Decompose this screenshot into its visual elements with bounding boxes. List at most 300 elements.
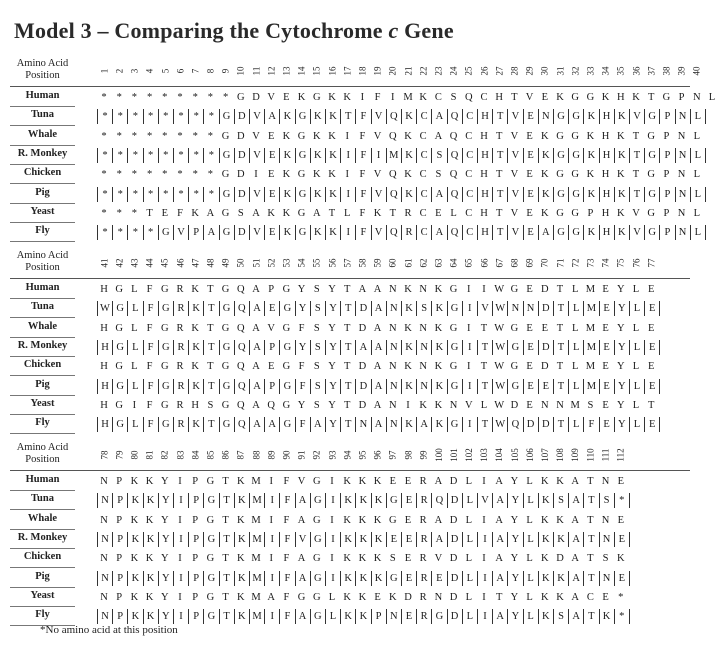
residue-cell: G bbox=[644, 109, 659, 124]
header-divider bbox=[10, 470, 690, 471]
species-divider bbox=[10, 298, 75, 299]
residue-cell: A bbox=[571, 514, 579, 526]
residue-cell: L bbox=[632, 399, 640, 411]
residue-cell: G bbox=[203, 609, 218, 624]
residue-cell: N bbox=[599, 532, 614, 547]
residue-cell: N bbox=[507, 301, 522, 316]
residue-cell: K bbox=[617, 553, 625, 565]
position-number: 12 bbox=[266, 66, 277, 76]
residue-cell: I bbox=[173, 493, 188, 508]
residue-cell: L bbox=[632, 361, 640, 373]
residue-cell: T bbox=[556, 284, 564, 295]
position-number: 1 bbox=[99, 68, 109, 74]
residue-cell: A bbox=[495, 476, 503, 487]
residue-cell: W bbox=[494, 361, 505, 373]
residue-cell: Y bbox=[510, 553, 519, 565]
residue-cell: T bbox=[343, 322, 351, 334]
residue-cell: P bbox=[192, 591, 199, 603]
residue-cell: A bbox=[297, 553, 306, 565]
residue-cell: E bbox=[404, 476, 412, 487]
residue-cell: G bbox=[279, 417, 294, 432]
species-label: Human bbox=[25, 474, 60, 485]
position-number: 44 bbox=[144, 258, 155, 268]
residue-cell: K bbox=[237, 591, 245, 603]
residue-cell: K bbox=[401, 379, 416, 394]
residue-cell: S bbox=[313, 284, 320, 295]
residue-cell: D bbox=[510, 399, 519, 411]
residue-cell: M bbox=[585, 284, 596, 295]
residue-cell: K bbox=[145, 514, 154, 526]
residue-cell: * bbox=[131, 130, 138, 142]
residue-cell: N bbox=[434, 591, 443, 603]
residue-cell: L bbox=[131, 361, 138, 373]
residue-cell: * bbox=[101, 169, 107, 181]
residue-cell: L bbox=[480, 399, 488, 411]
residue-cell: I bbox=[482, 284, 486, 295]
residue-cell: W bbox=[492, 340, 507, 355]
residue-cell: C bbox=[465, 169, 473, 181]
species-divider bbox=[10, 106, 75, 107]
residue-cell: N bbox=[449, 399, 458, 411]
species-label: Tuna bbox=[31, 109, 54, 121]
residue-cell: L bbox=[526, 476, 533, 487]
residue-cell: W bbox=[494, 399, 505, 411]
position-header-label bbox=[10, 442, 75, 466]
residue-cell: * bbox=[146, 92, 153, 103]
residue-cell: V bbox=[267, 322, 275, 334]
residue-cell: D bbox=[237, 130, 245, 142]
residue-cell: K bbox=[143, 609, 158, 624]
residue-cell: V bbox=[249, 109, 264, 124]
residue-cell: R bbox=[173, 301, 188, 316]
residue-cell: L bbox=[465, 553, 472, 565]
residue-cell: S bbox=[431, 148, 446, 163]
species-label: Chicken bbox=[23, 167, 62, 179]
residue-cell: G bbox=[237, 92, 245, 103]
residue-cell: Q bbox=[267, 399, 275, 411]
residue-cell: E bbox=[523, 187, 538, 202]
residue-cell: A bbox=[313, 207, 321, 219]
residue-cell: K bbox=[237, 476, 245, 487]
residue-cell: I bbox=[345, 169, 349, 181]
residue-cell: G bbox=[158, 301, 173, 316]
residue-cell: I bbox=[264, 532, 279, 547]
residue-cell: P bbox=[371, 609, 386, 624]
residue-cell: E bbox=[614, 571, 630, 586]
residue-cell: R bbox=[176, 284, 184, 295]
residue-cell: L bbox=[629, 301, 644, 316]
residue-cell: K bbox=[355, 609, 370, 624]
residue-cell: I bbox=[330, 553, 334, 565]
header-label-line2: Position bbox=[25, 454, 60, 465]
residue-cell: Y bbox=[328, 361, 336, 373]
residue-cell: K bbox=[541, 169, 549, 181]
residue-cell: L bbox=[462, 532, 477, 547]
residue-cell: F bbox=[583, 417, 598, 432]
residue-cell: K bbox=[401, 187, 416, 202]
residue-cell: N bbox=[419, 322, 427, 334]
residue-cell: N bbox=[419, 361, 427, 373]
residue-cell: T bbox=[553, 301, 568, 316]
residue-cell: T bbox=[587, 553, 594, 565]
species-label: Pig bbox=[35, 186, 50, 198]
residue-cell: P bbox=[663, 207, 670, 219]
position-number: 111 bbox=[600, 448, 611, 462]
position-number: 99 bbox=[418, 450, 429, 460]
residue-cell: * bbox=[143, 109, 158, 124]
residue-cell: G bbox=[282, 322, 291, 334]
residue-cell: S bbox=[450, 92, 457, 103]
residue-cell: D bbox=[449, 514, 458, 526]
residue-cell: G bbox=[221, 130, 230, 142]
residue-cell: I bbox=[340, 148, 355, 163]
residue-cell: E bbox=[401, 532, 416, 547]
position-number: 36 bbox=[631, 66, 641, 76]
residue-cell: * bbox=[116, 169, 122, 181]
species-divider bbox=[10, 164, 75, 165]
residue-cell: K bbox=[130, 553, 139, 565]
species-label: Pig bbox=[35, 570, 50, 582]
residue-cell: C bbox=[465, 207, 473, 219]
residue-cell: K bbox=[343, 476, 351, 487]
residue-cell: L bbox=[462, 571, 477, 586]
residue-cell: L bbox=[465, 476, 472, 487]
residue-cell: S bbox=[553, 609, 568, 624]
residue-cell: * bbox=[101, 92, 107, 103]
residue-cell: I bbox=[325, 571, 340, 586]
residue-cell: K bbox=[325, 225, 340, 240]
residue-cell: * bbox=[131, 169, 138, 181]
residue-cell: A bbox=[492, 571, 507, 586]
residue-cell: T bbox=[203, 340, 218, 355]
residue-cell: P bbox=[112, 532, 127, 547]
position-number: 6 bbox=[175, 68, 185, 74]
residue-cell: K bbox=[371, 493, 386, 508]
residue-cell: P bbox=[192, 476, 199, 487]
residue-cell: E bbox=[599, 340, 614, 355]
residue-cell: C bbox=[480, 92, 488, 103]
residue-cell: T bbox=[492, 187, 507, 202]
title-italic: c bbox=[388, 18, 399, 43]
residue-cell: * bbox=[173, 109, 188, 124]
residue-cell: * bbox=[207, 92, 214, 103]
residue-cell: P bbox=[659, 225, 674, 240]
residue-cell: A bbox=[571, 553, 579, 565]
residue-cell: * bbox=[127, 187, 142, 202]
residue-cell: A bbox=[358, 284, 367, 295]
residue-cell: K bbox=[583, 148, 598, 163]
residue-cell: R bbox=[173, 379, 188, 394]
residue-cell: I bbox=[482, 476, 486, 487]
residue-cell: G bbox=[158, 340, 173, 355]
residue-cell: * bbox=[97, 225, 112, 240]
residue-cell: D bbox=[447, 609, 462, 624]
residue-cell: A bbox=[297, 514, 306, 526]
species-label: Pig bbox=[35, 378, 50, 390]
species-label: Fly bbox=[35, 417, 50, 429]
residue-cell: I bbox=[330, 476, 334, 487]
residue-cell: I bbox=[178, 553, 182, 565]
residue-cell: Q bbox=[237, 284, 245, 295]
position-number: 77 bbox=[646, 258, 657, 268]
residue-cell: D bbox=[234, 148, 249, 163]
residue-cell: K bbox=[340, 532, 355, 547]
residue-cell: T bbox=[146, 207, 153, 219]
residue-cell: K bbox=[234, 532, 249, 547]
position-number: 108 bbox=[555, 448, 565, 462]
species-divider bbox=[10, 433, 75, 434]
residue-cell: K bbox=[541, 553, 549, 565]
residue-cell: E bbox=[538, 379, 553, 394]
residue-cell: K bbox=[343, 92, 351, 103]
residue-cell: R bbox=[416, 532, 431, 547]
residue-cell: * bbox=[207, 169, 214, 181]
residue-cell: K bbox=[632, 92, 640, 103]
position-number: 35 bbox=[615, 66, 626, 76]
species-label: Yeast bbox=[30, 205, 55, 217]
residue-cell: E bbox=[264, 187, 279, 202]
residue-cell: H bbox=[477, 148, 492, 163]
residue-cell: G bbox=[115, 399, 123, 411]
residue-cell: C bbox=[462, 187, 477, 202]
residue-cell: N bbox=[599, 571, 614, 586]
residue-cell: D bbox=[234, 187, 249, 202]
residue-cell: G bbox=[449, 361, 458, 373]
residue-cell: T bbox=[553, 340, 568, 355]
residue-cell: P bbox=[264, 340, 279, 355]
header-divider bbox=[10, 86, 690, 87]
residue-cell: P bbox=[192, 514, 199, 526]
residue-cell: K bbox=[282, 130, 291, 142]
residue-cell: G bbox=[553, 148, 568, 163]
residue-cell: K bbox=[145, 591, 154, 603]
residue-cell: Y bbox=[507, 532, 522, 547]
residue-cell: Q bbox=[234, 379, 249, 394]
residue-cell: G bbox=[203, 532, 218, 547]
residue-cell: Y bbox=[161, 591, 169, 603]
residue-cell: L bbox=[127, 340, 142, 355]
residue-cell: C bbox=[586, 591, 594, 603]
header-label-line2: Position bbox=[25, 70, 60, 81]
residue-cell: Y bbox=[161, 514, 169, 526]
residue-cell: P bbox=[663, 130, 670, 142]
residue-cell: Q bbox=[237, 399, 245, 411]
position-number: 75 bbox=[615, 258, 626, 268]
residue-cell: P bbox=[116, 514, 123, 526]
residue-cell: P bbox=[188, 532, 203, 547]
residue-cell: A bbox=[373, 284, 382, 295]
residue-cell: E bbox=[602, 361, 609, 373]
residue-cell: N bbox=[556, 399, 564, 411]
residue-cell: K bbox=[538, 609, 553, 624]
residue-cell: P bbox=[659, 187, 674, 202]
residue-cell: G bbox=[219, 417, 234, 432]
residue-cell: I bbox=[264, 493, 279, 508]
residue-cell: E bbox=[526, 399, 533, 411]
residue-cell: T bbox=[647, 92, 655, 103]
residue-cell: K bbox=[389, 591, 397, 603]
residue-cell: E bbox=[644, 340, 660, 355]
residue-cell: M bbox=[585, 322, 596, 334]
residue-cell: N bbox=[677, 130, 686, 142]
residue-cell: I bbox=[477, 609, 492, 624]
residue-cell: D bbox=[447, 532, 462, 547]
residue-cell: I bbox=[340, 187, 355, 202]
residue-cell: G bbox=[161, 284, 169, 295]
residue-cell: L bbox=[131, 322, 138, 334]
residue-cell: I bbox=[482, 591, 486, 603]
residue-cell: K bbox=[614, 109, 629, 124]
residue-cell: K bbox=[556, 514, 564, 526]
residue-cell: G bbox=[219, 340, 234, 355]
position-number: 78 bbox=[99, 450, 109, 460]
residue-cell: C bbox=[416, 187, 431, 202]
species-divider bbox=[10, 317, 75, 318]
residue-cell: K bbox=[188, 340, 203, 355]
residue-cell: L bbox=[632, 284, 640, 295]
position-number: 83 bbox=[175, 450, 185, 460]
species-divider bbox=[10, 375, 75, 376]
species-label: Whale bbox=[27, 512, 58, 524]
residue-cell: F bbox=[146, 284, 153, 295]
residue-cell: G bbox=[161, 322, 169, 334]
residue-cell: K bbox=[617, 169, 625, 181]
residue-cell: K bbox=[355, 571, 370, 586]
residue-cell: H bbox=[100, 361, 108, 373]
residue-cell: * bbox=[101, 207, 107, 219]
position-number: 58 bbox=[357, 258, 368, 268]
residue-cell: G bbox=[161, 361, 169, 373]
species-divider bbox=[10, 587, 75, 588]
residue-cell: K bbox=[541, 130, 549, 142]
residue-cell: L bbox=[629, 340, 644, 355]
residue-cell: K bbox=[401, 109, 416, 124]
residue-cell: V bbox=[525, 92, 534, 103]
position-number: 53 bbox=[281, 258, 292, 268]
residue-cell: K bbox=[614, 187, 629, 202]
residue-cell: L bbox=[690, 225, 706, 240]
residue-cell: * bbox=[101, 130, 107, 142]
residue-cell: K bbox=[404, 322, 412, 334]
residue-cell: G bbox=[295, 187, 310, 202]
residue-cell: D bbox=[447, 493, 462, 508]
residue-cell: E bbox=[526, 169, 533, 181]
residue-cell: L bbox=[571, 322, 579, 334]
residue-cell: T bbox=[556, 361, 564, 373]
position-number: 41 bbox=[99, 258, 109, 268]
residue-cell: P bbox=[663, 169, 670, 181]
residue-cell: P bbox=[587, 207, 594, 219]
residue-cell: N bbox=[100, 553, 108, 565]
residue-cell: Q bbox=[234, 301, 249, 316]
residue-cell: T bbox=[583, 532, 598, 547]
residue-cell: Y bbox=[614, 417, 629, 432]
residue-cell: K bbox=[127, 571, 142, 586]
residue-cell: I bbox=[462, 340, 477, 355]
residue-cell: K bbox=[127, 493, 142, 508]
residue-cell: I bbox=[269, 514, 273, 526]
residue-cell: E bbox=[523, 340, 538, 355]
residue-cell: I bbox=[462, 301, 477, 316]
residue-cell: R bbox=[416, 609, 431, 624]
residue-cell: F bbox=[355, 225, 370, 240]
residue-cell: K bbox=[355, 493, 370, 508]
position-number: 16 bbox=[327, 66, 337, 76]
residue-cell: K bbox=[313, 130, 321, 142]
residue-cell: H bbox=[601, 130, 610, 142]
species-label: Fly bbox=[35, 609, 50, 621]
residue-cell: N bbox=[523, 301, 538, 316]
residue-cell: * bbox=[162, 169, 168, 181]
residue-cell: V bbox=[632, 207, 640, 219]
residue-cell: * bbox=[177, 169, 183, 181]
residue-cell: H bbox=[599, 109, 614, 124]
residue-cell: T bbox=[219, 609, 234, 624]
residue-cell: N bbox=[389, 322, 397, 334]
residue-cell: V bbox=[629, 109, 644, 124]
residue-cell: M bbox=[585, 361, 596, 373]
residue-cell: K bbox=[431, 379, 446, 394]
residue-cell: G bbox=[644, 148, 659, 163]
residue-cell: R bbox=[401, 225, 416, 240]
residue-cell: K bbox=[130, 514, 139, 526]
position-number: 68 bbox=[509, 258, 520, 268]
residue-cell: K bbox=[358, 553, 367, 565]
residue-cell: * bbox=[614, 493, 630, 508]
species-divider bbox=[10, 356, 75, 357]
residue-cell: K bbox=[431, 340, 446, 355]
residue-cell: L bbox=[708, 92, 716, 103]
residue-cell: A bbox=[295, 493, 310, 508]
residue-cell: S bbox=[587, 399, 594, 411]
residue-cell: I bbox=[391, 92, 395, 103]
residue-cell: K bbox=[538, 148, 553, 163]
residue-cell: R bbox=[176, 322, 184, 334]
residue-cell: E bbox=[431, 571, 446, 586]
residue-cell: K bbox=[553, 571, 568, 586]
residue-cell: N bbox=[97, 609, 112, 624]
residue-cell: C bbox=[465, 130, 473, 142]
residue-cell: I bbox=[173, 609, 188, 624]
residue-cell: I bbox=[173, 571, 188, 586]
residue-cell: V bbox=[252, 130, 260, 142]
residue-cell: Q bbox=[449, 169, 458, 181]
residue-cell: G bbox=[556, 169, 564, 181]
residue-cell: P bbox=[116, 476, 123, 487]
position-number: 107 bbox=[539, 448, 550, 462]
residue-cell: L bbox=[690, 187, 706, 202]
residue-cell: G bbox=[221, 361, 230, 373]
residue-cell: G bbox=[510, 284, 519, 295]
residue-cell: R bbox=[419, 514, 427, 526]
residue-cell: T bbox=[222, 476, 229, 487]
residue-cell: K bbox=[538, 571, 553, 586]
residue-cell: I bbox=[482, 514, 486, 526]
position-number: 14 bbox=[296, 66, 307, 76]
residue-cell: L bbox=[127, 301, 142, 316]
position-number: 22 bbox=[418, 66, 429, 76]
residue-cell: I bbox=[269, 553, 273, 565]
position-number: 60 bbox=[387, 258, 398, 268]
position-number: 46 bbox=[175, 258, 185, 268]
residue-cell: W bbox=[494, 284, 505, 295]
residue-cell: F bbox=[143, 340, 158, 355]
residue-cell: E bbox=[526, 361, 533, 373]
residue-cell: G bbox=[158, 225, 173, 240]
residue-cell: A bbox=[431, 187, 446, 202]
residue-cell: N bbox=[100, 476, 108, 487]
residue-cell: Y bbox=[614, 340, 629, 355]
